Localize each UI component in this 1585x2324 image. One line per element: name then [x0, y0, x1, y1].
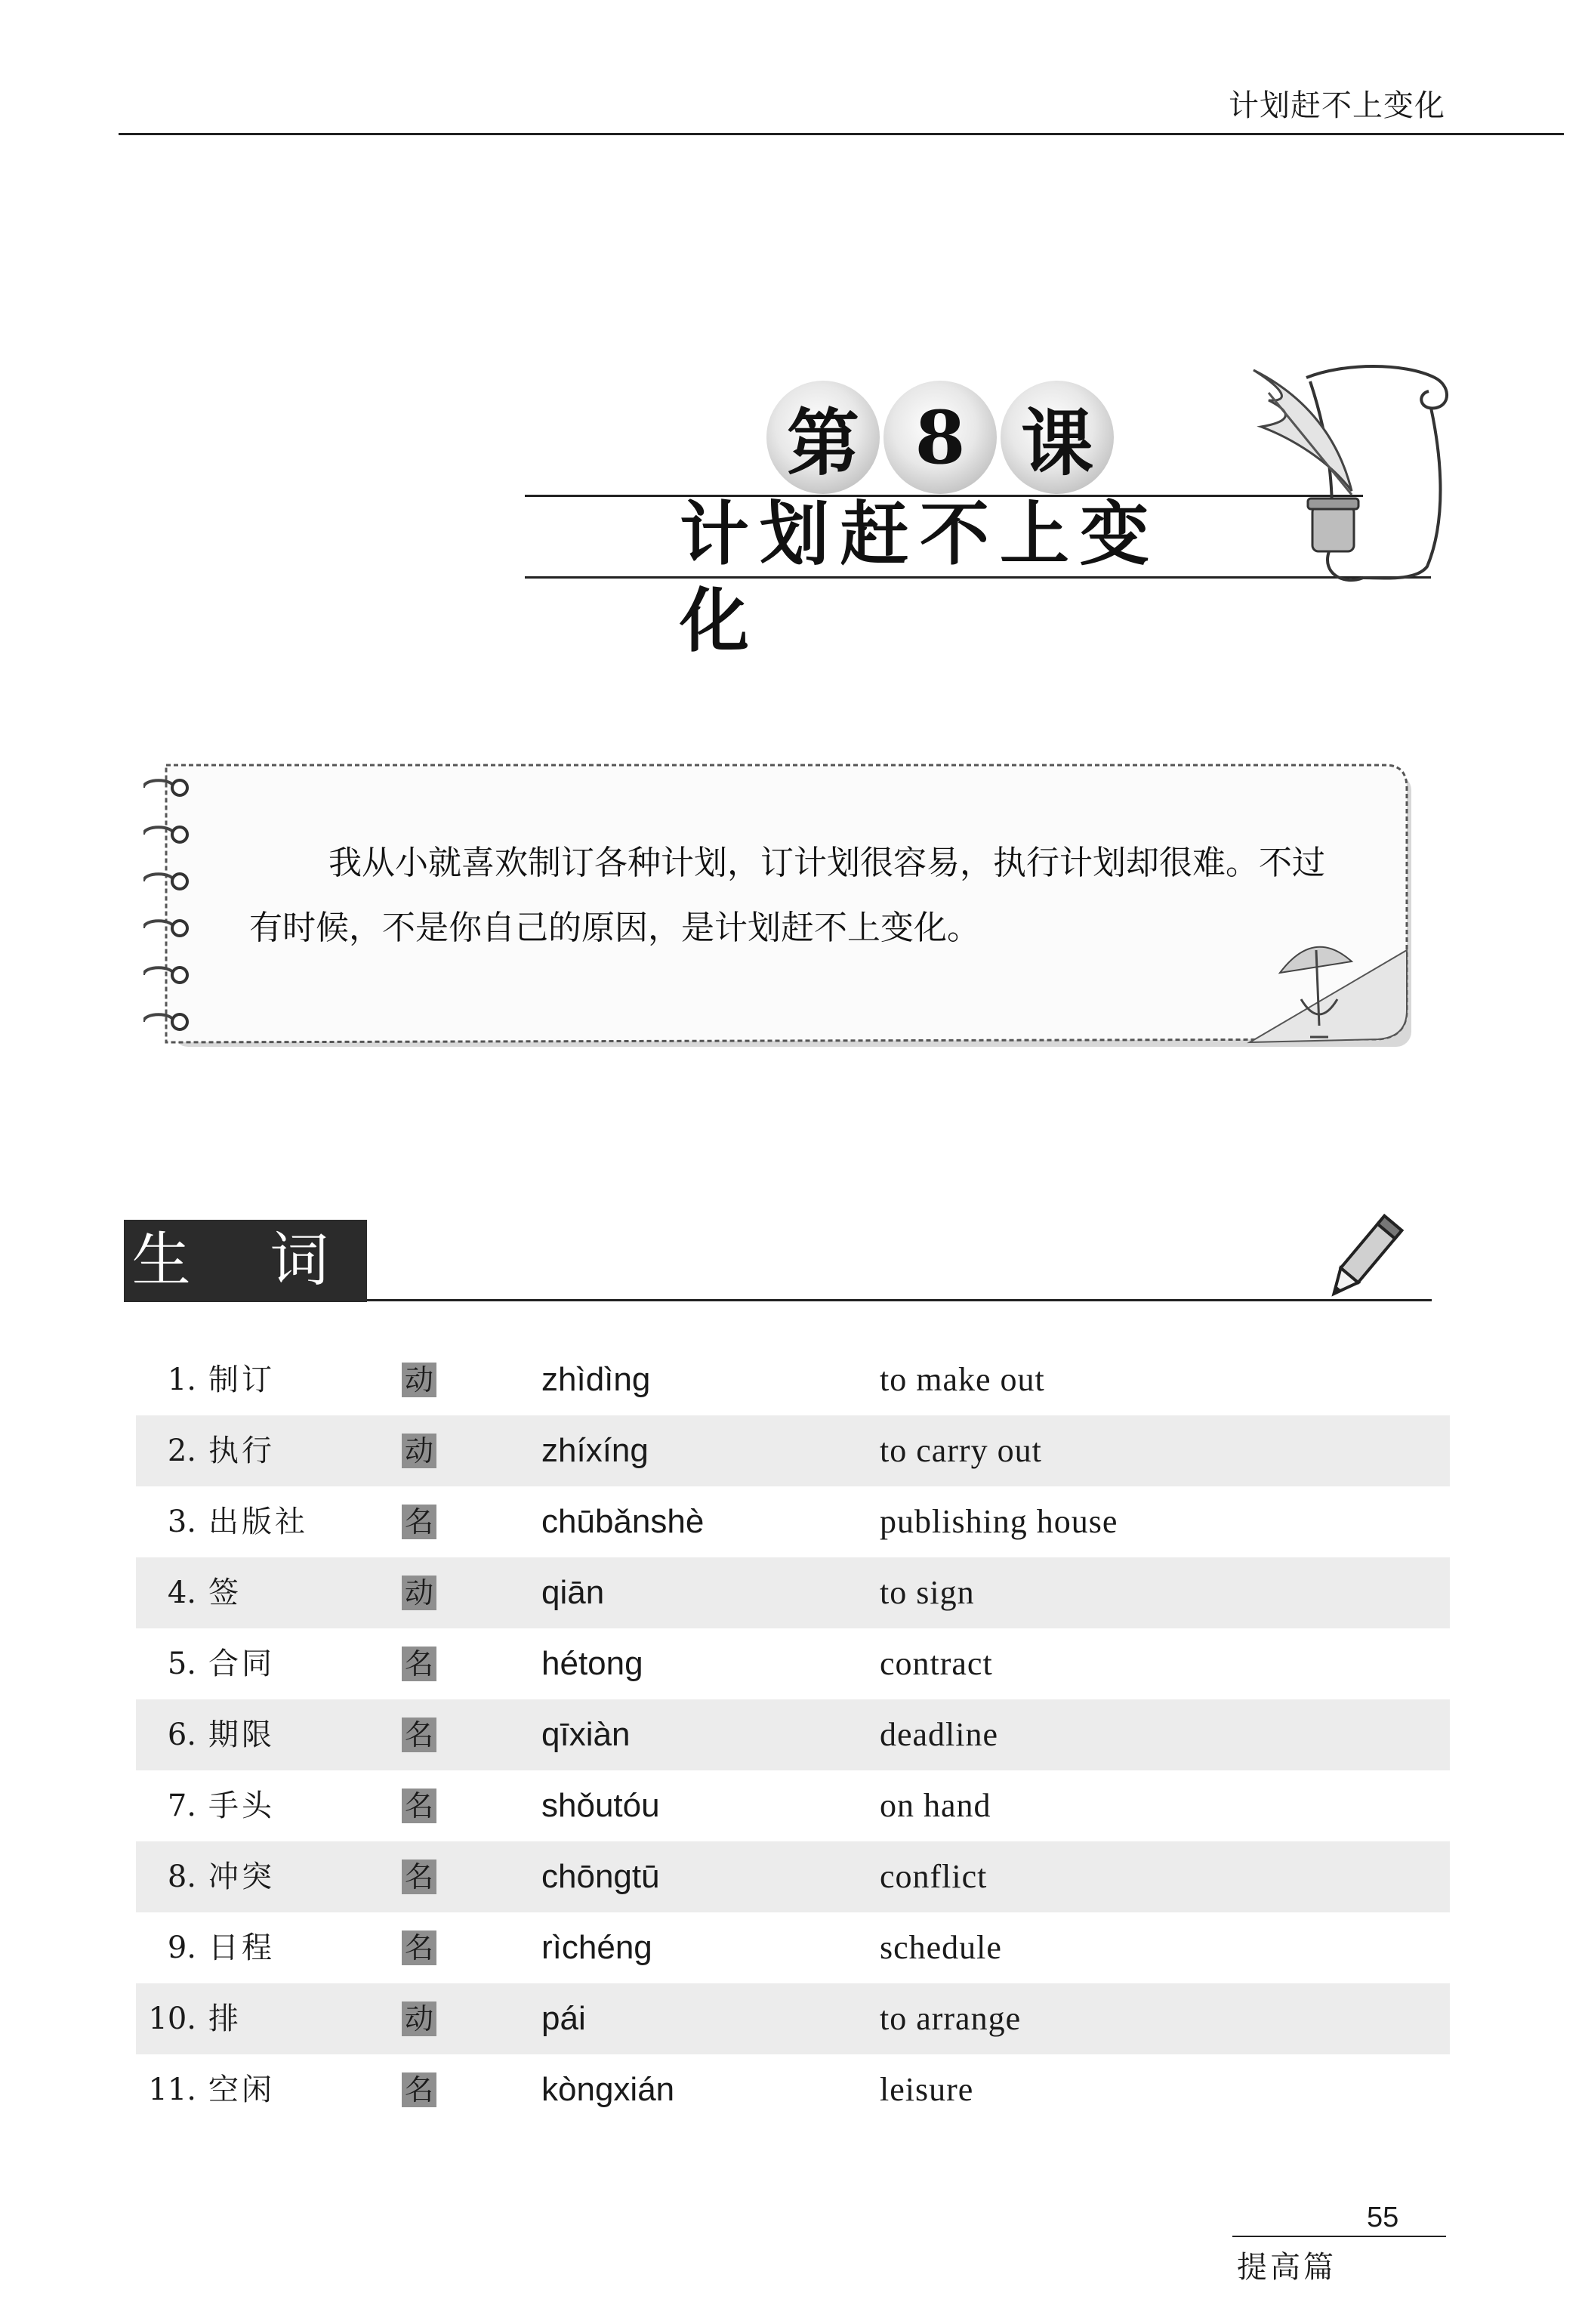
vocab-word: 排 [208, 2001, 242, 2036]
vocab-number: 6. [167, 1718, 196, 1752]
book-part-label: 提高篇 [1237, 2250, 1337, 2285]
vocab-row [136, 1841, 1450, 1912]
lesson-title: 计划赶不上变化 [680, 494, 1161, 662]
part-of-speech-tag: 名 [402, 2072, 436, 2107]
vocab-pinyin: chōngtū [541, 1858, 660, 1895]
vocab-number: 11. [148, 2072, 196, 2107]
vocab-number: 1. [167, 1363, 196, 1397]
spiral-ring-1 [143, 776, 190, 799]
pencil-icon [1321, 1212, 1405, 1307]
part-of-speech-tag: 名 [402, 1505, 436, 1539]
spiral-ring-3 [143, 870, 190, 893]
part-of-speech-tag: 名 [402, 1930, 436, 1965]
vocab-meaning: publishing house [880, 1503, 1118, 1540]
vocab-number: 9. [167, 1930, 196, 1965]
vocab-meaning: leisure [880, 2071, 974, 2108]
vocab-word: 手头 [208, 1789, 275, 1823]
vocab-meaning: to carry out [880, 1432, 1042, 1469]
vocab-row [136, 1770, 1450, 1841]
vocab-word: 冲突 [208, 1860, 275, 1894]
vocab-meaning: to arrange [880, 2000, 1022, 2037]
vocab-pinyin: qiān [541, 1574, 605, 1611]
vocab-word: 签 [208, 1576, 242, 1610]
vocab-number: 3. [167, 1505, 196, 1539]
vocab-meaning: conflict [880, 1858, 988, 1895]
vocab-row [136, 1415, 1450, 1486]
vocab-meaning: to make out [880, 1361, 1045, 1398]
vocab-word: 空闲 [208, 2072, 275, 2107]
part-of-speech-tag: 名 [402, 1718, 436, 1752]
lesson-badge-ke: 课 [1001, 381, 1114, 494]
vocab-row [136, 1983, 1450, 2054]
vocab-meaning: schedule [880, 1929, 1002, 1966]
intro-paragraph: 我从小就喜欢制订各种计划，订计划很容易，执行计划却很难。不过有时候，不是你自己的原因，是计划赶不上变化。 [249, 844, 1325, 947]
vocab-word: 期限 [208, 1718, 275, 1752]
section-title-vocabulary: 生 词 [124, 1220, 367, 1302]
part-of-speech-tag: 动 [402, 1363, 436, 1397]
vocab-pinyin: qīxiàn [541, 1716, 631, 1753]
vocab-word: 执行 [208, 1434, 275, 1468]
part-of-speech-tag: 动 [402, 1576, 436, 1610]
vocab-pinyin: hétong [541, 1645, 643, 1682]
vocab-row [136, 1557, 1450, 1628]
spiral-ring-5 [143, 964, 190, 986]
part-of-speech-tag: 动 [402, 1434, 436, 1468]
part-of-speech-tag: 名 [402, 1860, 436, 1894]
vocab-row [136, 2054, 1450, 2125]
vocab-number: 7. [167, 1789, 196, 1823]
vocab-number: 2. [167, 1434, 196, 1468]
vocab-row [136, 1699, 1450, 1770]
vocab-row [136, 1628, 1450, 1699]
vocab-number: 5. [167, 1647, 196, 1681]
vocab-word: 合同 [208, 1647, 275, 1681]
header-rule [119, 133, 1564, 135]
lesson-badge-number: 8 [883, 381, 997, 494]
vocab-pinyin: kòngxián [541, 2071, 675, 2108]
vocab-word: 日程 [208, 1930, 275, 1965]
part-of-speech-tag: 动 [402, 2001, 436, 2036]
vocab-meaning: contract [880, 1645, 993, 1682]
vocab-word: 出版社 [208, 1505, 308, 1539]
spiral-ring-4 [143, 917, 190, 940]
vocab-number: 8. [167, 1860, 196, 1894]
vocab-meaning: on hand [880, 1787, 991, 1824]
vocab-meaning: deadline [880, 1716, 999, 1753]
vocab-row [136, 1344, 1450, 1415]
vocab-pinyin: chūbǎnshè [541, 1503, 705, 1540]
part-of-speech-tag: 名 [402, 1647, 436, 1681]
part-of-speech-tag: 名 [402, 1789, 436, 1823]
running-header-title: 计划赶不上变化 [1229, 88, 1445, 123]
lesson-badge-di: 第 [766, 381, 880, 494]
vocab-pinyin: rìchéng [541, 1929, 652, 1966]
vocab-meaning: to sign [880, 1574, 975, 1611]
section-rule [367, 1299, 1432, 1301]
vocab-row [136, 1912, 1450, 1983]
spiral-ring-6 [143, 1011, 190, 1033]
vocab-pinyin: pái [541, 2000, 586, 2037]
vocab-pinyin: shǒutóu [541, 1787, 660, 1824]
spiral-ring-2 [143, 823, 190, 846]
vocab-number: 4. [167, 1576, 196, 1610]
vocab-number: 10. [148, 2001, 196, 2036]
vocab-word: 制订 [208, 1363, 275, 1397]
footer-rule [1232, 2236, 1446, 2237]
scroll-quill-icon [1238, 347, 1457, 589]
vocab-pinyin: zhìdìng [541, 1361, 651, 1398]
vocab-row [136, 1486, 1450, 1557]
page-number: 55 [1367, 2202, 1399, 2233]
vocab-pinyin: zhíxíng [541, 1432, 649, 1469]
